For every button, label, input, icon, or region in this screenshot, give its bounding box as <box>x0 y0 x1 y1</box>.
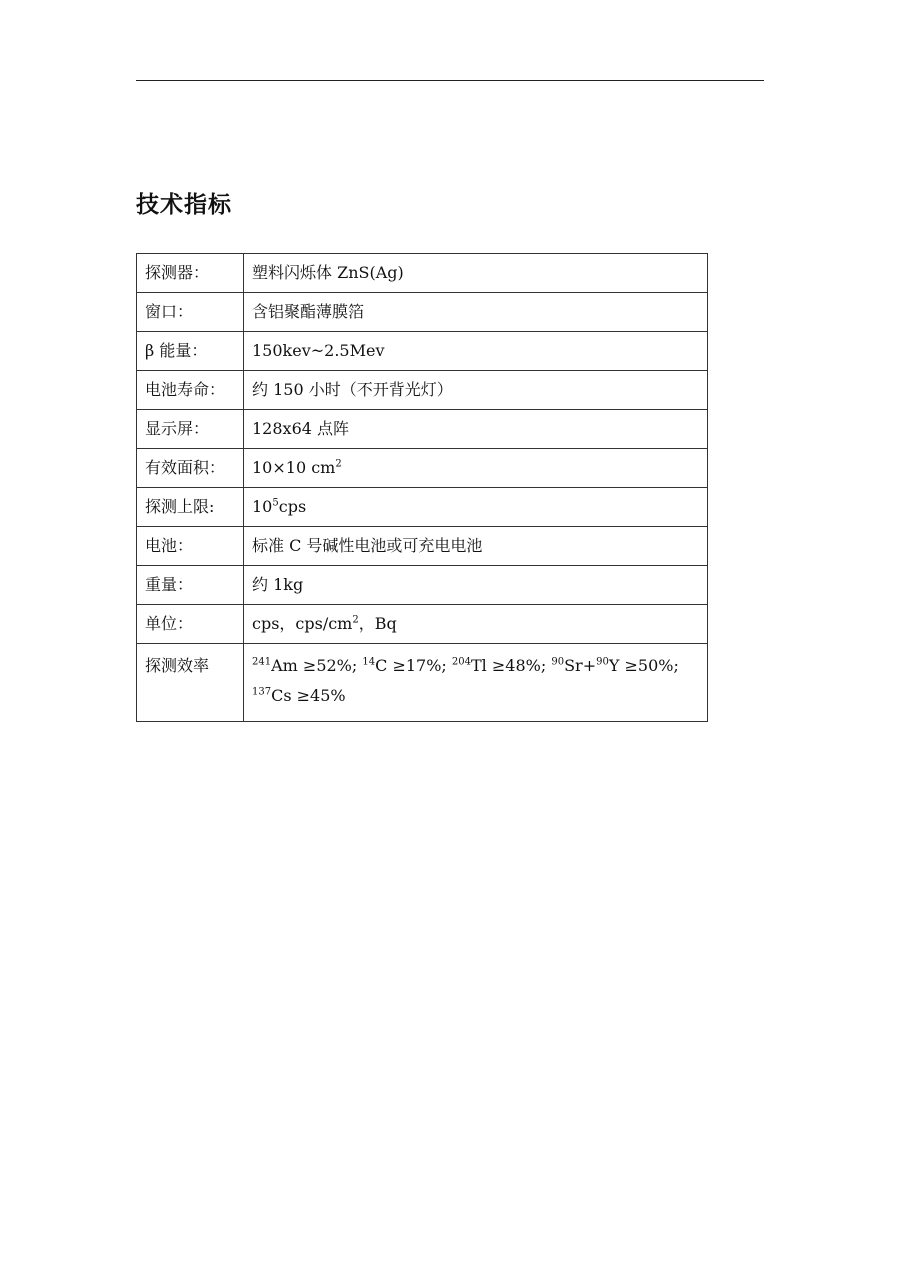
table-row <box>137 449 708 488</box>
table-row <box>137 410 708 449</box>
row-value <box>244 488 708 527</box>
isotope-c14: $^{14}$C ≥17%; <box>362 656 447 675</box>
row-value: 塑料闪烁体 ZnS(Ag) <box>244 254 708 293</box>
row-value: 128x64 点阵 <box>244 410 708 449</box>
isotope-tl204: $^{204}$Tl ≥48%; <box>451 656 547 675</box>
row-value <box>244 605 708 644</box>
spec-table <box>136 253 708 722</box>
isotope-cs137: $^{137}$Cs ≥45% <box>252 686 346 705</box>
value-tail: cps <box>278 497 307 516</box>
row-label: 窗口： <box>137 293 244 332</box>
table-row <box>137 605 708 644</box>
row-label: 探测效率 <box>137 644 244 722</box>
table-row <box>137 527 708 566</box>
isotope-am241: $^{241}$Am ≥52%; <box>252 656 358 675</box>
table-row <box>137 293 708 332</box>
row-value-efficiency <box>244 644 708 722</box>
value-text: 10 <box>252 497 273 516</box>
table-row <box>137 644 708 722</box>
header-rule <box>136 80 764 81</box>
table-row <box>137 566 708 605</box>
row-value: 标准 C 号碱性电池或可充电电池 <box>244 527 708 566</box>
row-value: 含铝聚酯薄膜箔 <box>244 293 708 332</box>
row-label: 探测器： <box>137 254 244 293</box>
isotope-sr90-y90: $^{90}$Sr+$^{90}$Y ≥50%; <box>551 656 679 675</box>
row-label: 探测上限: <box>137 488 244 527</box>
value-tail: ，Bq <box>358 614 397 633</box>
row-value: 约 1kg <box>244 566 708 605</box>
value-text: 10×10 cm <box>252 458 336 477</box>
superscript: 2 <box>352 614 359 626</box>
table-row <box>137 488 708 527</box>
row-label: 单位： <box>137 605 244 644</box>
table-row <box>137 332 708 371</box>
row-label: 电池： <box>137 527 244 566</box>
row-value: 150kev~2.5Mev <box>244 332 708 371</box>
row-label: 显示屏： <box>137 410 244 449</box>
section-title: 技术指标 <box>136 192 232 218</box>
value-text: cps，cps/cm <box>252 614 353 633</box>
row-label: β 能量： <box>137 332 244 371</box>
row-value <box>244 449 708 488</box>
row-label: 有效面积： <box>137 449 244 488</box>
table-row <box>137 254 708 293</box>
row-label: 电池寿命： <box>137 371 244 410</box>
table-row <box>137 371 708 410</box>
row-label: 重量： <box>137 566 244 605</box>
superscript: 2 <box>335 458 342 470</box>
superscript: 5 <box>272 497 279 509</box>
row-value: 约 150 小时（不开背光灯） <box>244 371 708 410</box>
